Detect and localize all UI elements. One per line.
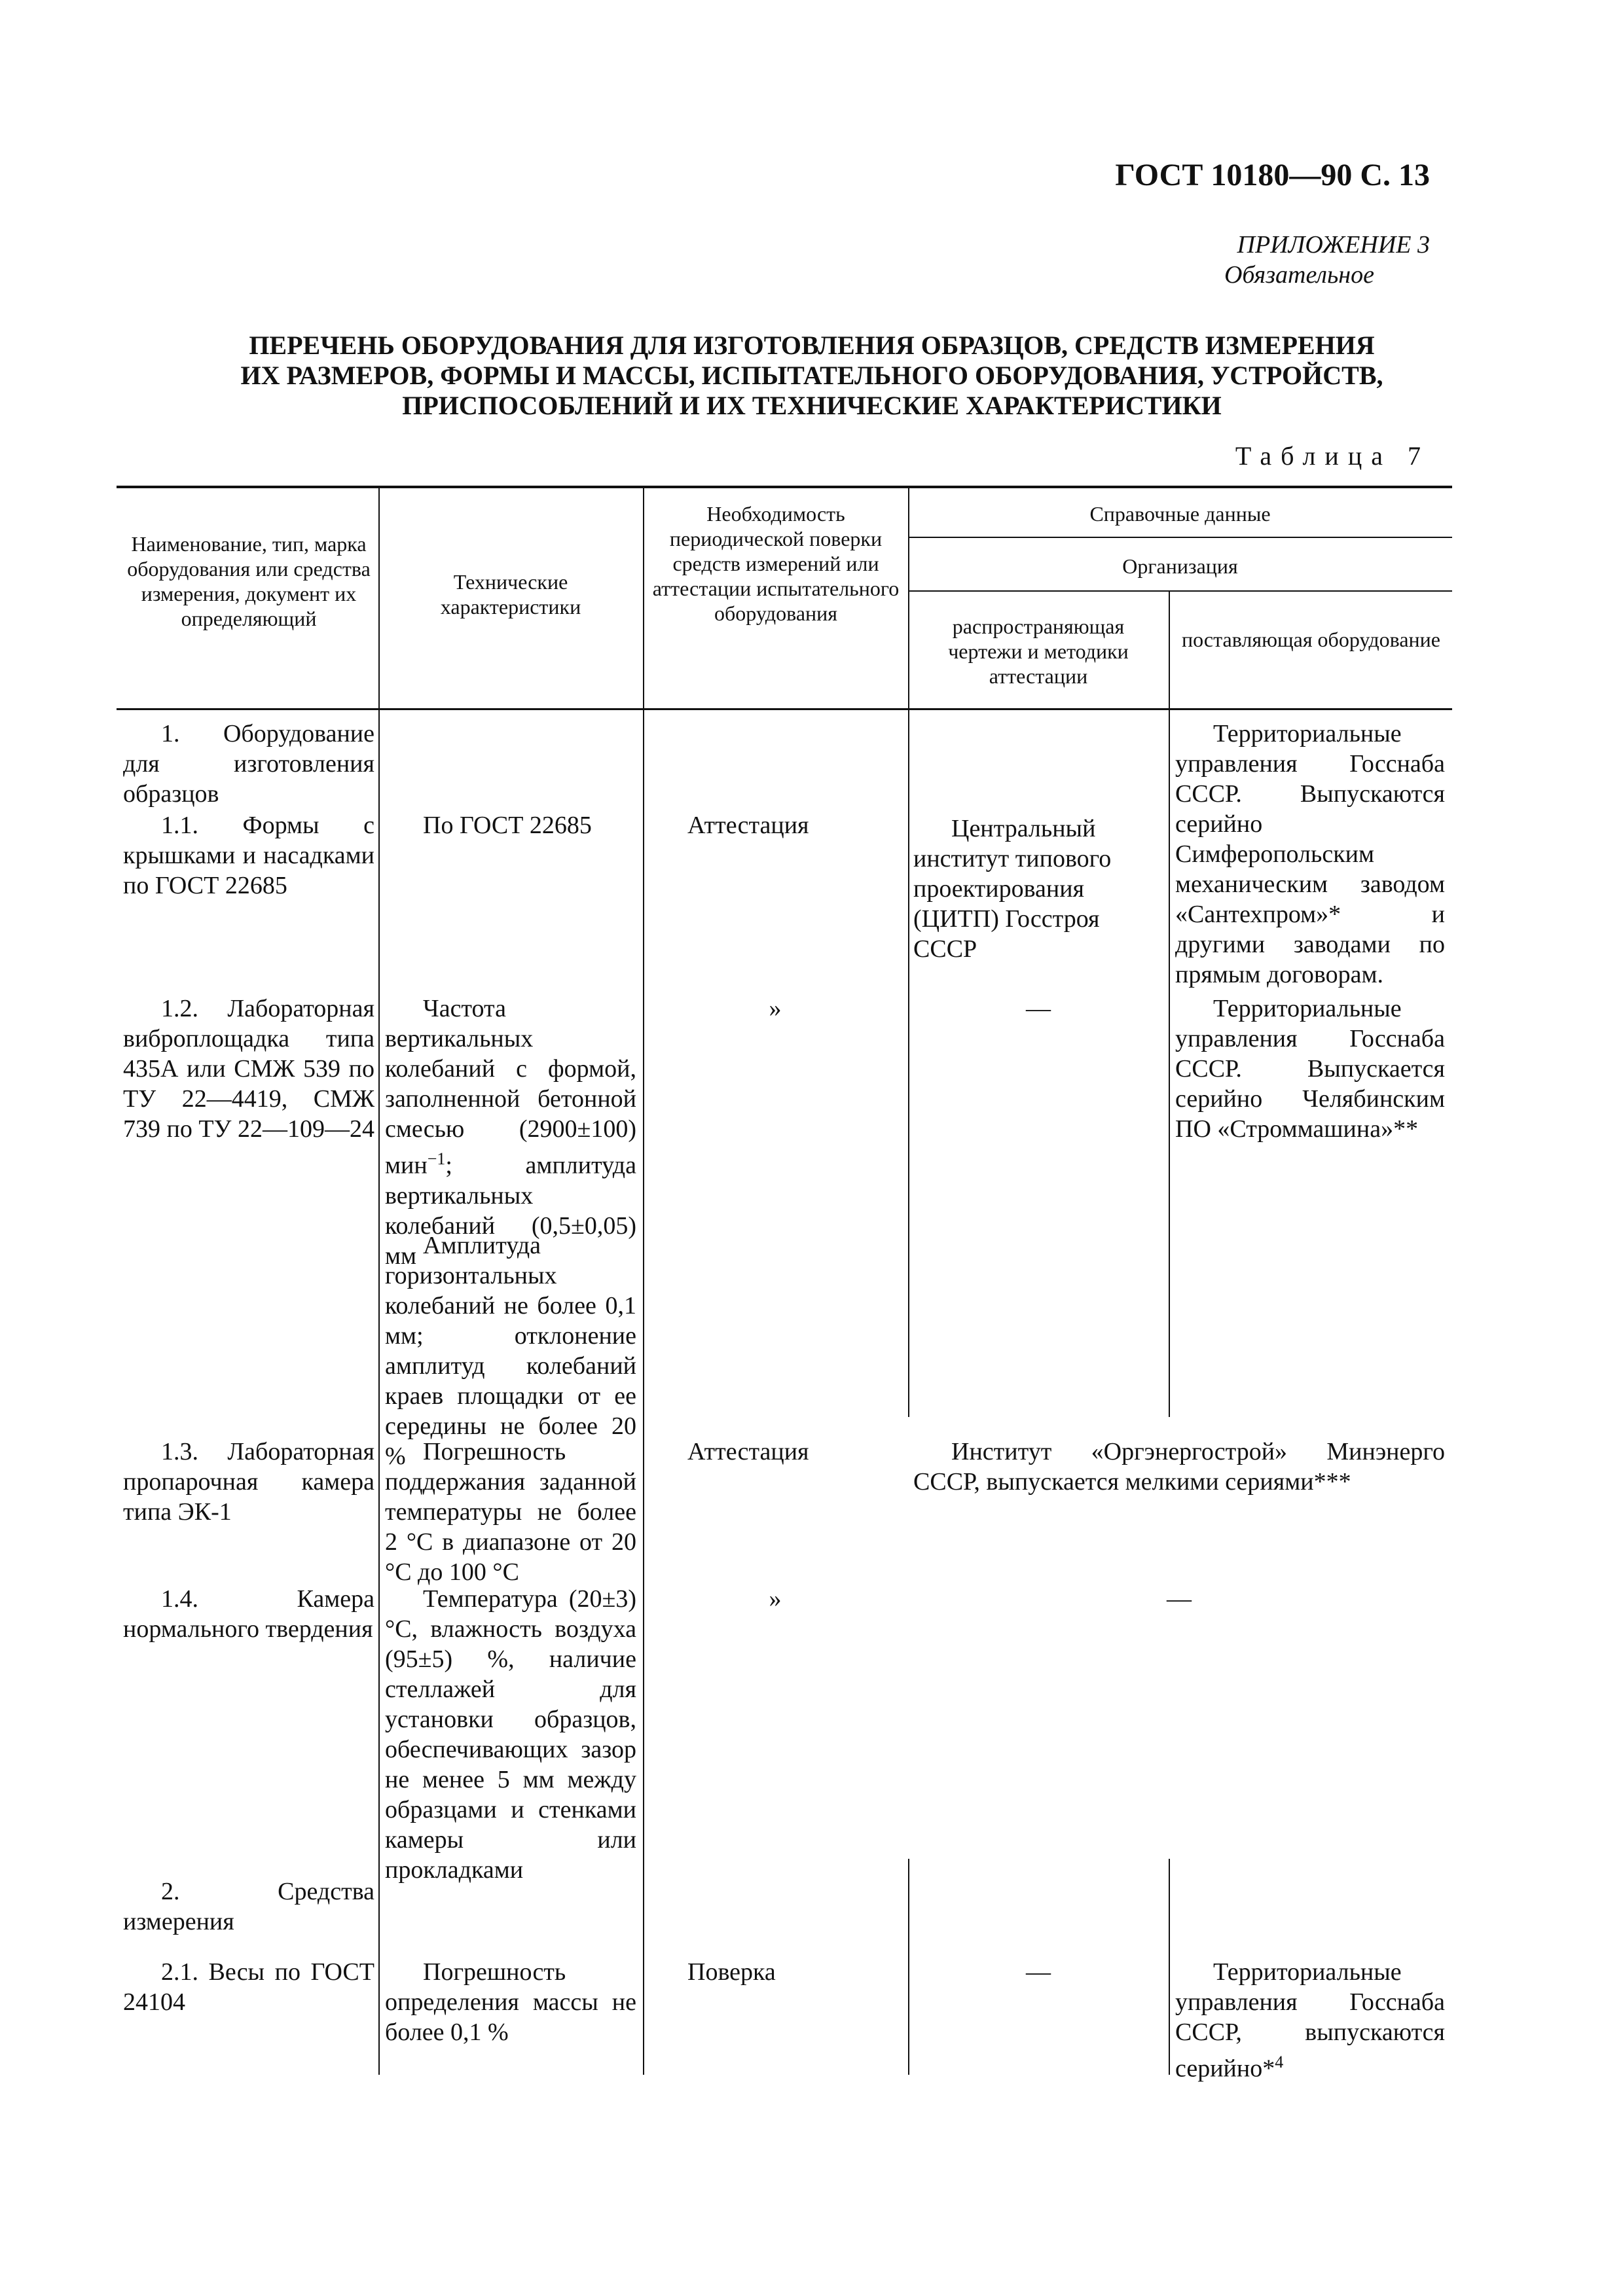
row-2-1-name: 2.1. Весы по ГОСТ 24104 [123,1958,374,2016]
row-1-2-tech-1-rest: ; амплитуда вертикальных колебаний (0,5±0,05) мм [385,1151,636,1270]
header-tech-column: Технические характеристики [440,570,581,619]
organization-rule [908,590,1452,592]
row-1-3-name: 1.3. Лабораторная пропарочная камера типа ЭК-1 [123,1438,374,1526]
row-1-4-name: 1.4. Камера нормального твердения [123,1585,374,1643]
reference-rule [908,537,1452,538]
header-name-column: Наименование, тип, марка оборудования или средства измерения, документ их определяющий [127,532,371,630]
v-rule [1169,1859,1170,2075]
row-1-2-tech-1-sup: −1 [427,1149,446,1168]
table-caption: Таблица 7 [1235,441,1430,471]
row-1-1-verification: Аттестация [687,812,809,839]
row-1-1-tech: По ГОСТ 22685 [423,812,592,839]
row-1-2-supplier: Территориальные управления Госснаба СССР. Выпускается серийно Челябинским ПО «Строммашина»** [1175,995,1445,1143]
row-1-3-verification: Аттестация [687,1438,809,1465]
row-1-2-distributor: — [1026,995,1051,1022]
v-rule [378,486,380,710]
row-1-2-name: 1.2. Лабораторная виброплощадка типа 435А или СМЖ 539 по ТУ 22—4419, СМЖ 739 по ТУ 22—109—24 [123,995,374,1143]
table-top-rule [117,486,1452,488]
header-distributor-column: распространяющая чертежи и методики аттестации [948,615,1129,688]
v-rule [1169,710,1170,1417]
v-rule [1169,592,1170,710]
appendix-status: Обязательное [1224,261,1374,289]
row-1-4-verification: » [769,1585,782,1613]
header-verification-column: Необходимость периодической поверки средств измерений или аттестации испытательного оборудования [652,502,900,625]
row-1-1-name: 1.1. Формы с крышками и насадками по ГОСТ 22685 [123,812,374,899]
v-rule [643,486,644,710]
row-1-3-tech: Погрешность поддержания заданной температуры не более 2 °С в диапазоне от 20 °С до 100 °С [385,1438,636,1586]
v-rule [378,710,380,2075]
row-1-4-tech: Температура (20±3) °С, влажность воздуха (95±5) %, наличие стеллажей для установки образцов, обеспечивающих зазор не менее 5 мм между образцами и стенками камеры или прокладками [385,1585,636,1884]
row-2-1-supplier [1175,1957,1445,2084]
v-rule [908,486,909,710]
header-supplier-column: поставляющая оборудование [1181,628,1440,651]
row-1-4-organization: — [1167,1585,1192,1613]
row-1-2-tech-1-text: Частота вертикальных колебаний с формой, заполненной бетонной смесью (2900±100) мин [385,995,636,1179]
row-2-1-supplier-text: Территориальные управления Госснаба СССР, выпускаются серийно* [1175,1958,1445,2083]
header-organization: Организация [1122,554,1238,578]
header-reference-data: Справочные данные [1089,502,1271,526]
row-2-name: 2. Средства измерения [123,1878,374,1935]
row-2-1-tech: Погрешность определения массы не более 0,1 % [385,1958,636,2046]
title-line-2: ИХ РАЗМЕРОВ, ФОРМЫ И МАССЫ, ИСПЫТАТЕЛЬНОГО ОБОРУДОВАНИЯ, УСТРОЙСТВ, [240,361,1383,390]
v-rule [908,710,909,1417]
title-line-3: ПРИСПОСОБЛЕНИЙ И ИХ ТЕХНИЧЕСКИЕ ХАРАКТЕРИСТИКИ [402,391,1222,420]
header-bottom-rule [117,708,1452,710]
v-rule [643,710,644,2075]
row-1-2-verification: » [769,995,782,1022]
row-1-1-distributor: Центральный институт типового проектирования (ЦИТП) Госстроя СССР [913,815,1112,963]
v-rule [908,1859,909,2075]
row-1-supplier: Территориальные управления Госснаба СССР. Выпускаются серийно Симферопольским механическим заводом «Сантехпром»* и другими заводами по прямым договорам. [1175,720,1445,988]
row-2-1-supplier-sup: 4 [1275,2053,1284,2072]
title-line-1: ПЕРЕЧЕНЬ ОБОРУДОВАНИЯ ДЛЯ ИЗГОТОВЛЕНИЯ ОБРАЗЦОВ, СРЕДСТВ ИЗМЕРЕНИЯ [249,331,1375,360]
row-1-2-tech-2: Амплитуда горизонтальных колебаний не более 0,1 мм; отклонение амплитуд колебаний краев площадки от ее середины не более 20 % [385,1232,636,1470]
row-1-name: 1. Оборудование для изготовления образцов [123,720,374,808]
row-2-1-verification: Поверка [687,1958,776,1986]
document-code: ГОСТ 10180—90 С. 13 [1115,158,1430,192]
row-1-2-tech-1 [385,994,636,1271]
row-1-3-organization: Институт «Оргэнергострой» Минэнерго СССР, выпускается мелкими сериями*** [913,1438,1445,1496]
document-title [111,331,1512,421]
row-2-1-distributor: — [1026,1958,1051,1986]
appendix-label: ПРИЛОЖЕНИЕ 3 [1237,231,1430,259]
